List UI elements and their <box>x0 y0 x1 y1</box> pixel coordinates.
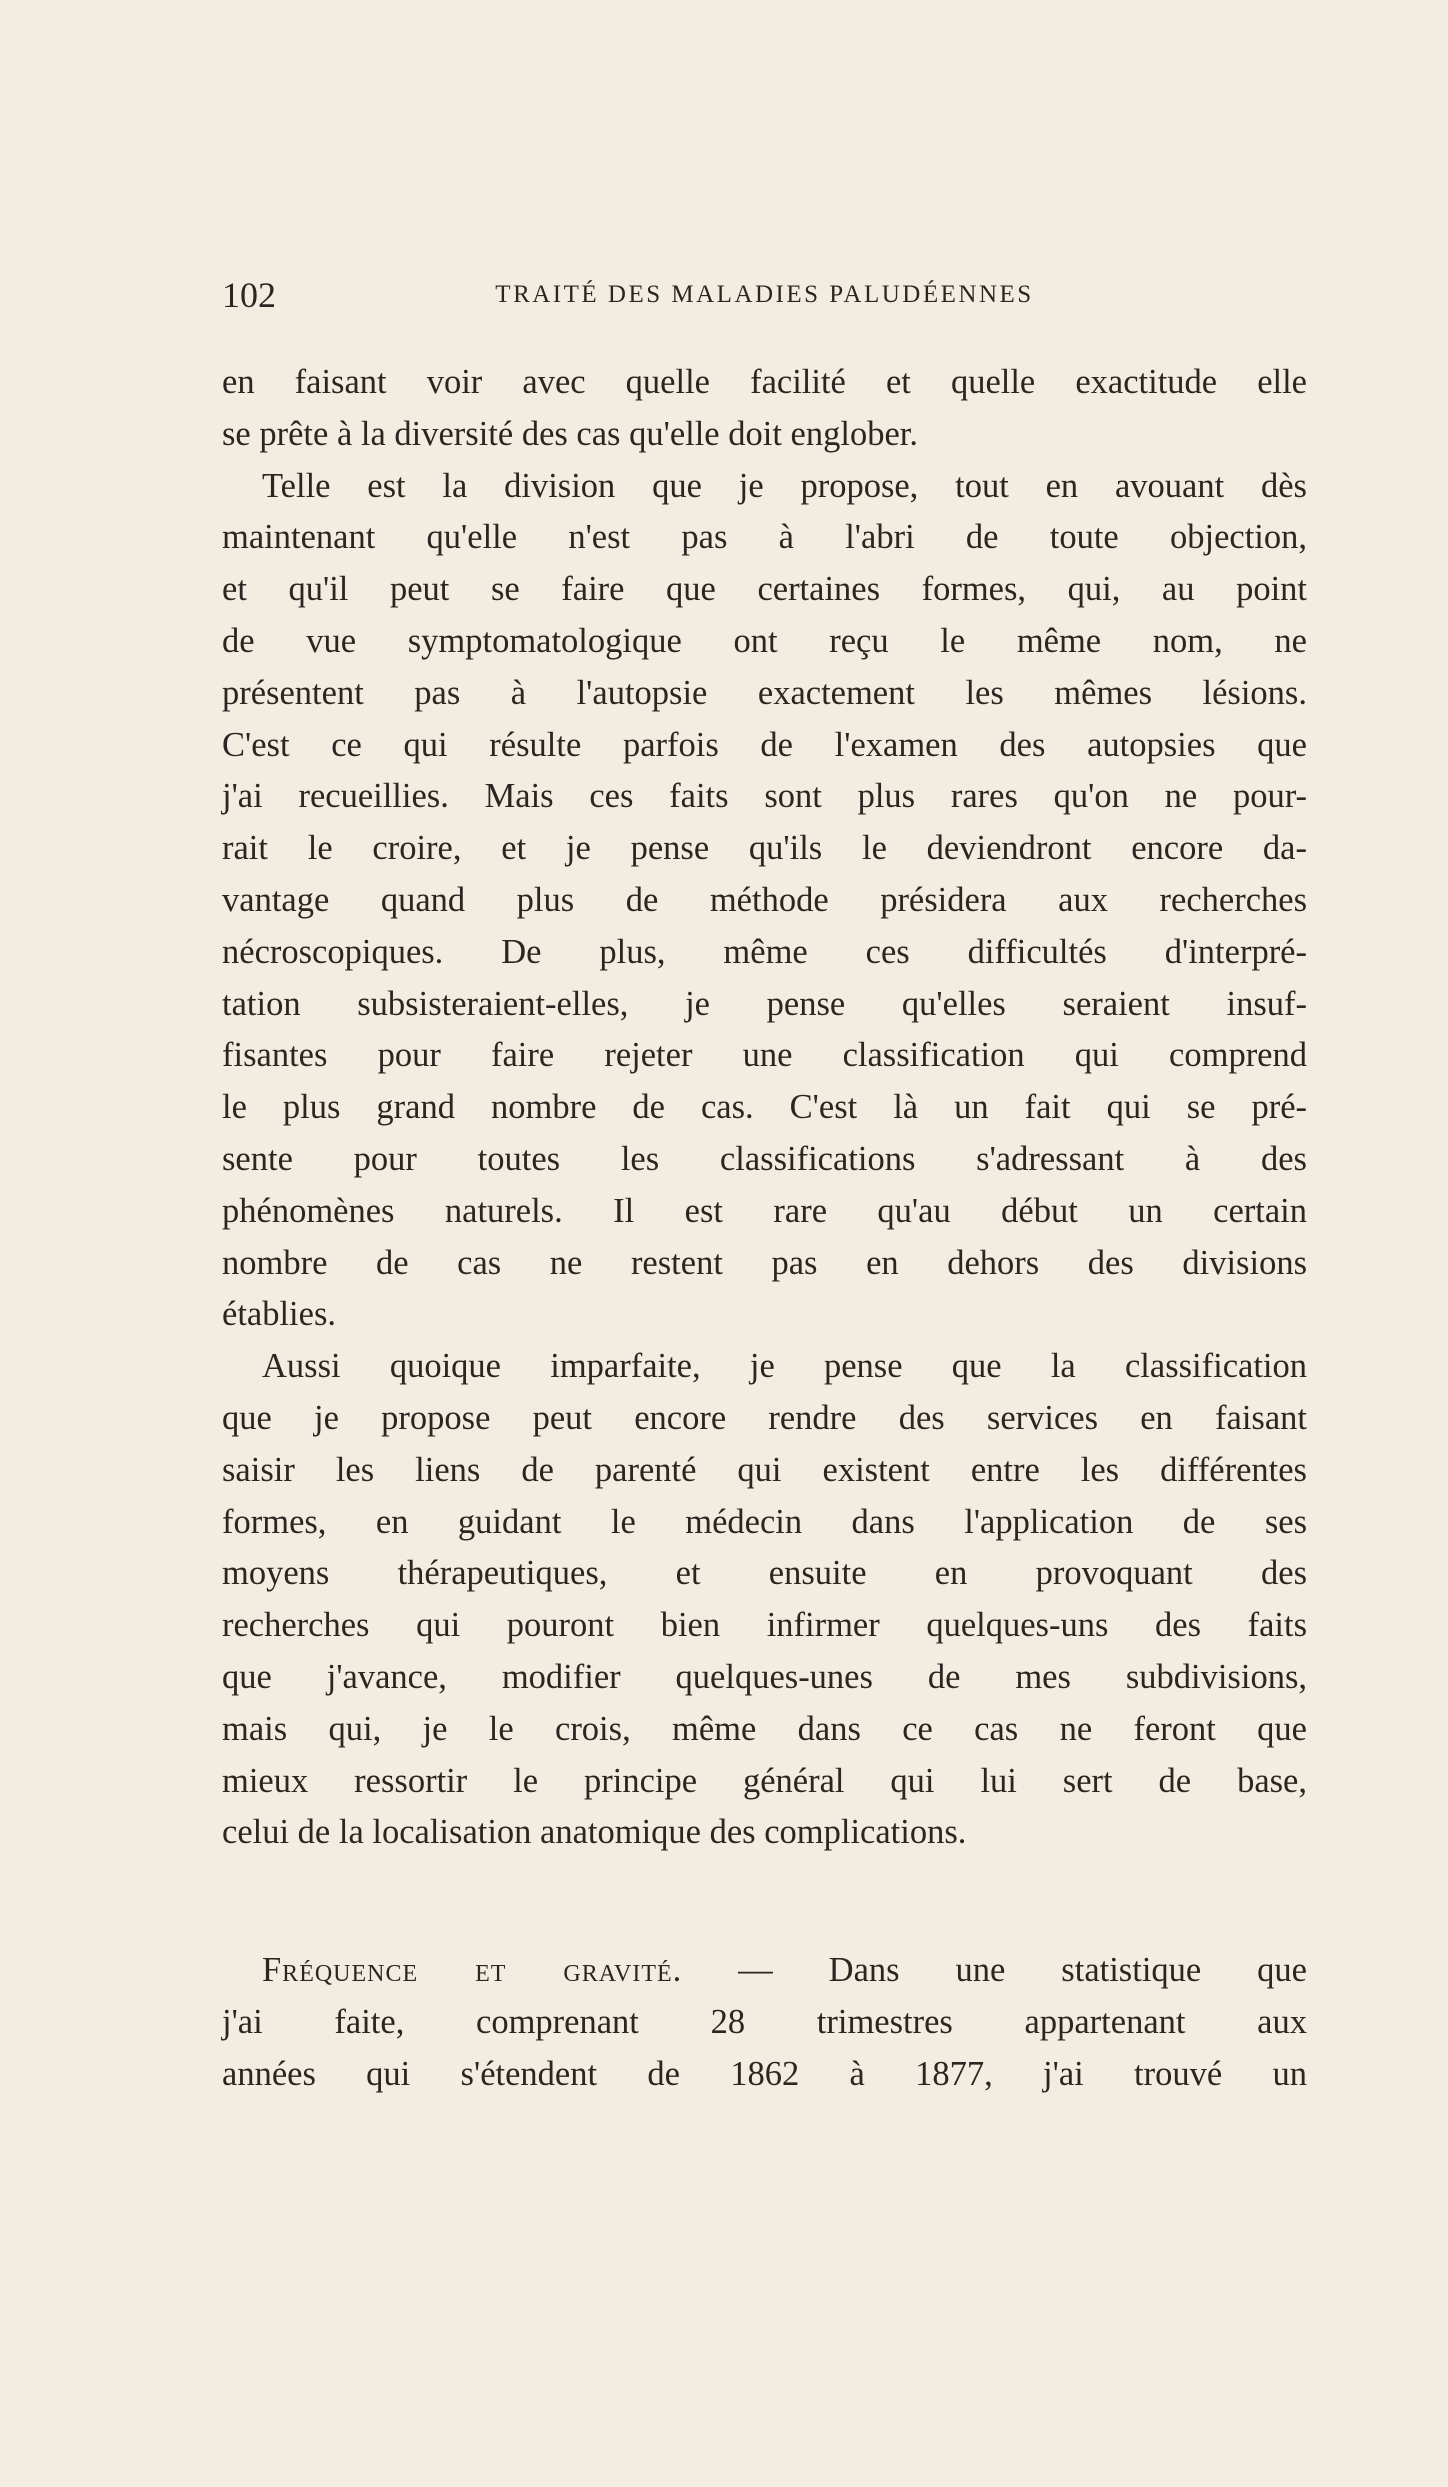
paragraph-start-line: Telle est la division que je propose, tout en avouant dès <box>262 466 1307 505</box>
text-line: années qui s'étendent de 1862 à 1877, j'ai trouvé un <box>222 2054 1307 2093</box>
text-line: en faisant voir avec quelle facilité et quelle exactitude elle <box>222 363 1307 401</box>
text-line: se prête à la diversité des cas qu'elle doit englober. <box>222 414 918 453</box>
text-line: le plus grand nombre de cas. C'est là un fait qui se pré- <box>222 1088 1307 1127</box>
text-line: établies. <box>222 1295 336 1334</box>
text-line: tation subsisteraient-elles, je pense qu'elles seraient insuf- <box>222 984 1307 1023</box>
text-line: rait le croire, et je pense qu'ils le deviendront encore da- <box>222 829 1307 868</box>
page-number: 102 <box>222 275 276 315</box>
text-line: présentent pas à l'autopsie exactement les mêmes lésions. <box>222 673 1307 712</box>
text-line: nombre de cas ne restent pas en dehors des divisions <box>222 1243 1307 1282</box>
text-line: j'ai recueillies. Mais ces faits sont plus rares qu'on ne pour- <box>222 777 1307 816</box>
text-line: C'est ce qui résulte parfois de l'examen des autopsies que <box>222 725 1307 764</box>
text-line: nécroscopiques. De plus, même ces difficultés d'interpré- <box>222 932 1307 971</box>
section-paragraph <box>222 1945 1307 2100</box>
text-line: mais qui, je le crois, même dans ce cas ne feront que <box>222 1709 1307 1748</box>
text-line: maintenant qu'elle n'est pas à l'abri de toute objection, <box>222 518 1307 557</box>
section-heading: Fréquence et gravité. <box>262 1951 683 1989</box>
heading-line-text: — Dans une statistique que <box>682 1951 1307 1989</box>
paragraph-start-line <box>222 1945 1307 1997</box>
text-line: vantage quand plus de méthode présidera aux recherches <box>222 880 1307 919</box>
text-line: celui de la localisation anatomique des complications. <box>222 1813 967 1852</box>
text-line: que je propose peut encore rendre des services en faisant <box>222 1398 1307 1437</box>
text-line: sente pour toutes les classifications s'adressant à des <box>222 1139 1307 1178</box>
running-head <box>222 270 1307 320</box>
text-line: et qu'il peut se faire que certaines formes, qui, au point <box>222 570 1307 609</box>
text-line: saisir les liens de parenté qui existent entre les différentes <box>222 1450 1307 1489</box>
text-line: phénomènes naturels. Il est rare qu'au début un certain <box>222 1191 1307 1230</box>
text-line: de vue symptomatologique ont reçu le même nom, ne <box>222 621 1307 660</box>
text-line: fisantes pour faire rejeter une classification qui comprend <box>222 1036 1307 1075</box>
text-line: moyens thérapeutiques, et ensuite en provoquant des <box>222 1554 1307 1593</box>
text-line: mieux ressortir le principe général qui lui sert de base, <box>222 1761 1307 1800</box>
text-line: recherches qui pouront bien infirmer quelques-uns des faits <box>222 1606 1307 1645</box>
text-line: j'ai faite, comprenant 28 trimestres appartenant aux <box>222 2002 1307 2041</box>
text-line: que j'avance, modifier quelques-unes de mes subdivisions, <box>222 1657 1307 1696</box>
paragraph-start-line: Aussi quoique imparfaite, je pense que la classification <box>262 1347 1307 1386</box>
body-text-block <box>222 357 1307 1859</box>
running-title: TRAITÉ DES MALADIES PALUDÉENNES <box>495 281 1034 308</box>
text-line: formes, en guidant le médecin dans l'application de ses <box>222 1502 1307 1541</box>
